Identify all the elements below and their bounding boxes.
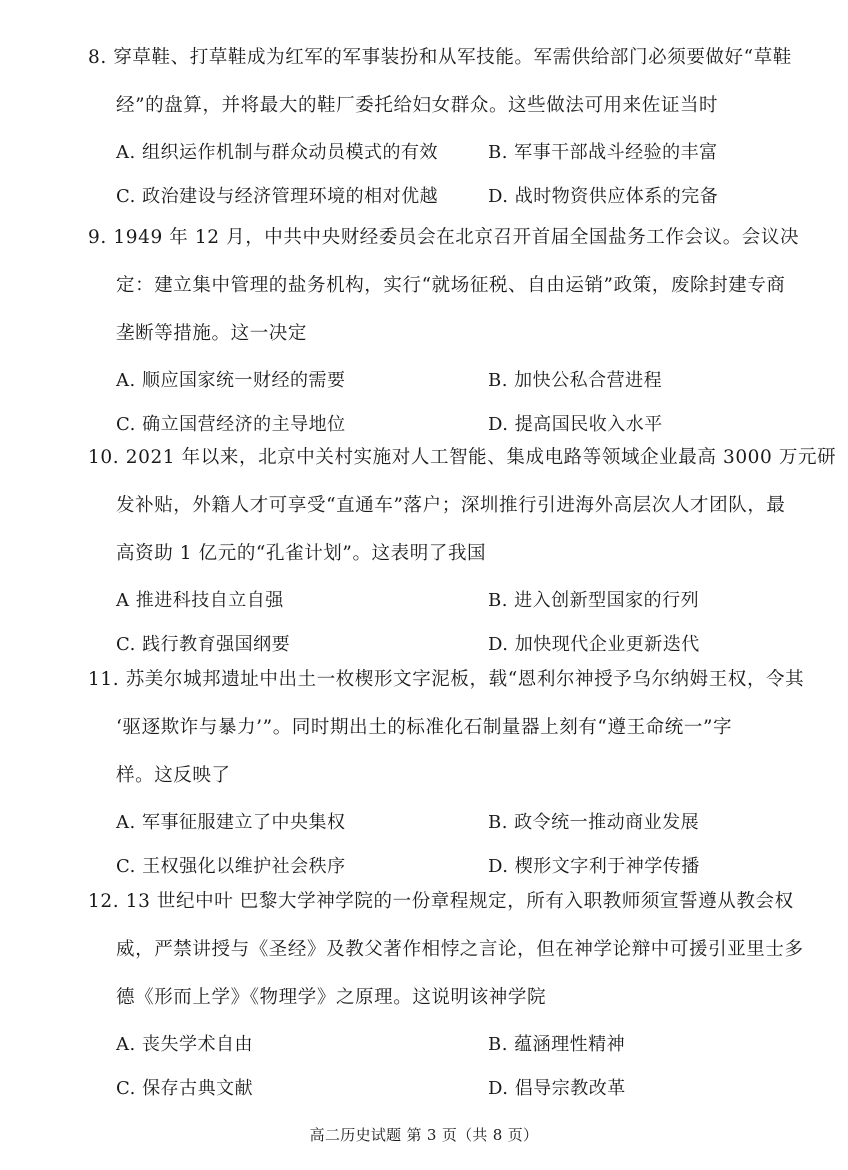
question-12-option-a: A. 丧失学术自由: [116, 1034, 253, 1055]
question-11-option-b: B. 政令统一推动商业发展: [488, 812, 700, 833]
question-9-option-c: C. 确立国营经济的主导地位: [116, 414, 346, 435]
question-12-option-c: C. 保存古典文献: [116, 1078, 254, 1099]
question-12-line-3: 德《形而上学》《物理学》之原理。这说明该神学院: [116, 987, 547, 1008]
question-10-line-3: 高资助 1 亿元的“孔雀计划”。这表明了我国: [116, 543, 487, 564]
question-10: [88, 434, 837, 668]
question-10-option-a: A 推进科技自立自强: [116, 590, 284, 611]
question-11-line-1: 11. 苏美尔城邦遗址中出土一枚楔形文字泥板，载“恩利尔神授予乌尔纳姆王权，令其: [88, 669, 805, 690]
question-8-option-d: D. 战时物资供应体系的完备: [488, 186, 719, 207]
question-12-option-d: D. 倡导宗教改革: [488, 1078, 626, 1099]
question-11: [88, 656, 805, 890]
question-9-option-d: D. 提高国民收入水平: [488, 414, 663, 435]
question-8-line-1: 8. 穿草鞋、打草鞋成为红军的军事装扮和从军技能。军需供给部门必须要做好“草鞋: [88, 47, 792, 68]
question-12-line-2: 威，严禁讲授与《圣经》及教父著作相悖之言论，但在神学论辩中可援引亚里士多: [116, 939, 804, 960]
question-12: [88, 878, 804, 1112]
question-11-line-2: ‘驱逐欺诈与暴力’”。同时期出土的标准化石制量器上刻有“遵王命统一”字: [116, 717, 733, 738]
question-8-line-2: 经”的盘算，并将最大的鞋厂委托给妇女群众。这些做法可用来佐证当时: [116, 95, 719, 116]
question-11-line-3: 样。这反映了: [116, 765, 231, 786]
question-10-line-1: 10. 2021 年以来，北京中关村实施对人工智能、集成电路等领域企业最高 3000 万元研: [88, 447, 837, 468]
question-10-option-b: B. 进入创新型国家的行列: [488, 590, 700, 611]
question-8-option-a: A. 组织运作机制与群众动员模式的有效: [116, 142, 438, 163]
question-10-line-2: 发补贴，外籍人才可享受“直通车”落户；深圳推行引进海外高层次人才团队，最: [116, 495, 786, 516]
question-10-option-d: D. 加快现代企业更新迭代: [488, 634, 700, 655]
question-8-option-c: C. 政治建设与经济管理环境的相对优越: [116, 186, 439, 207]
question-11-options: [88, 800, 778, 890]
question-11-option-d: D. 楔形文字利于神学传播: [488, 856, 700, 877]
question-9-line-3: 垄断等措施。这一决定: [116, 323, 308, 344]
question-9-option-b: B. 加快公私合营进程: [488, 370, 663, 391]
question-11-option-a: A. 军事征服建立了中央集权: [116, 812, 346, 833]
question-12-option-b: B. 蕴涵理性精神: [488, 1034, 626, 1055]
question-8-option-b: B. 军事干部战斗经验的丰富: [488, 142, 718, 163]
question-12-line-1: 12. 13 世纪中叶 巴黎大学神学院的一份章程规定，所有入职教师须宣誓遵从教会权: [88, 891, 794, 912]
question-8: [88, 34, 792, 220]
question-9-option-a: A. 顺应国家统一财经的需要: [116, 370, 346, 391]
question-8-options: [88, 130, 778, 220]
question-10-option-c: C. 践行教育强国纲要: [116, 634, 291, 655]
question-10-options: [88, 578, 778, 668]
question-12-options: [88, 1022, 778, 1112]
page-footer: 高二历史试题 第 3 页（共 8 页）: [309, 1126, 539, 1144]
question-9: [88, 214, 800, 448]
question-9-line-1: 9. 1949 年 12 月，中共中央财经委员会在北京召开首届全国盐务工作会议。会议决: [88, 227, 800, 248]
question-11-option-c: C. 王权强化以维护社会秩序: [116, 856, 346, 877]
question-9-line-2: 定：建立集中管理的盐务机构，实行“就场征税、自由运销”政策，废除封建专商: [116, 275, 786, 296]
